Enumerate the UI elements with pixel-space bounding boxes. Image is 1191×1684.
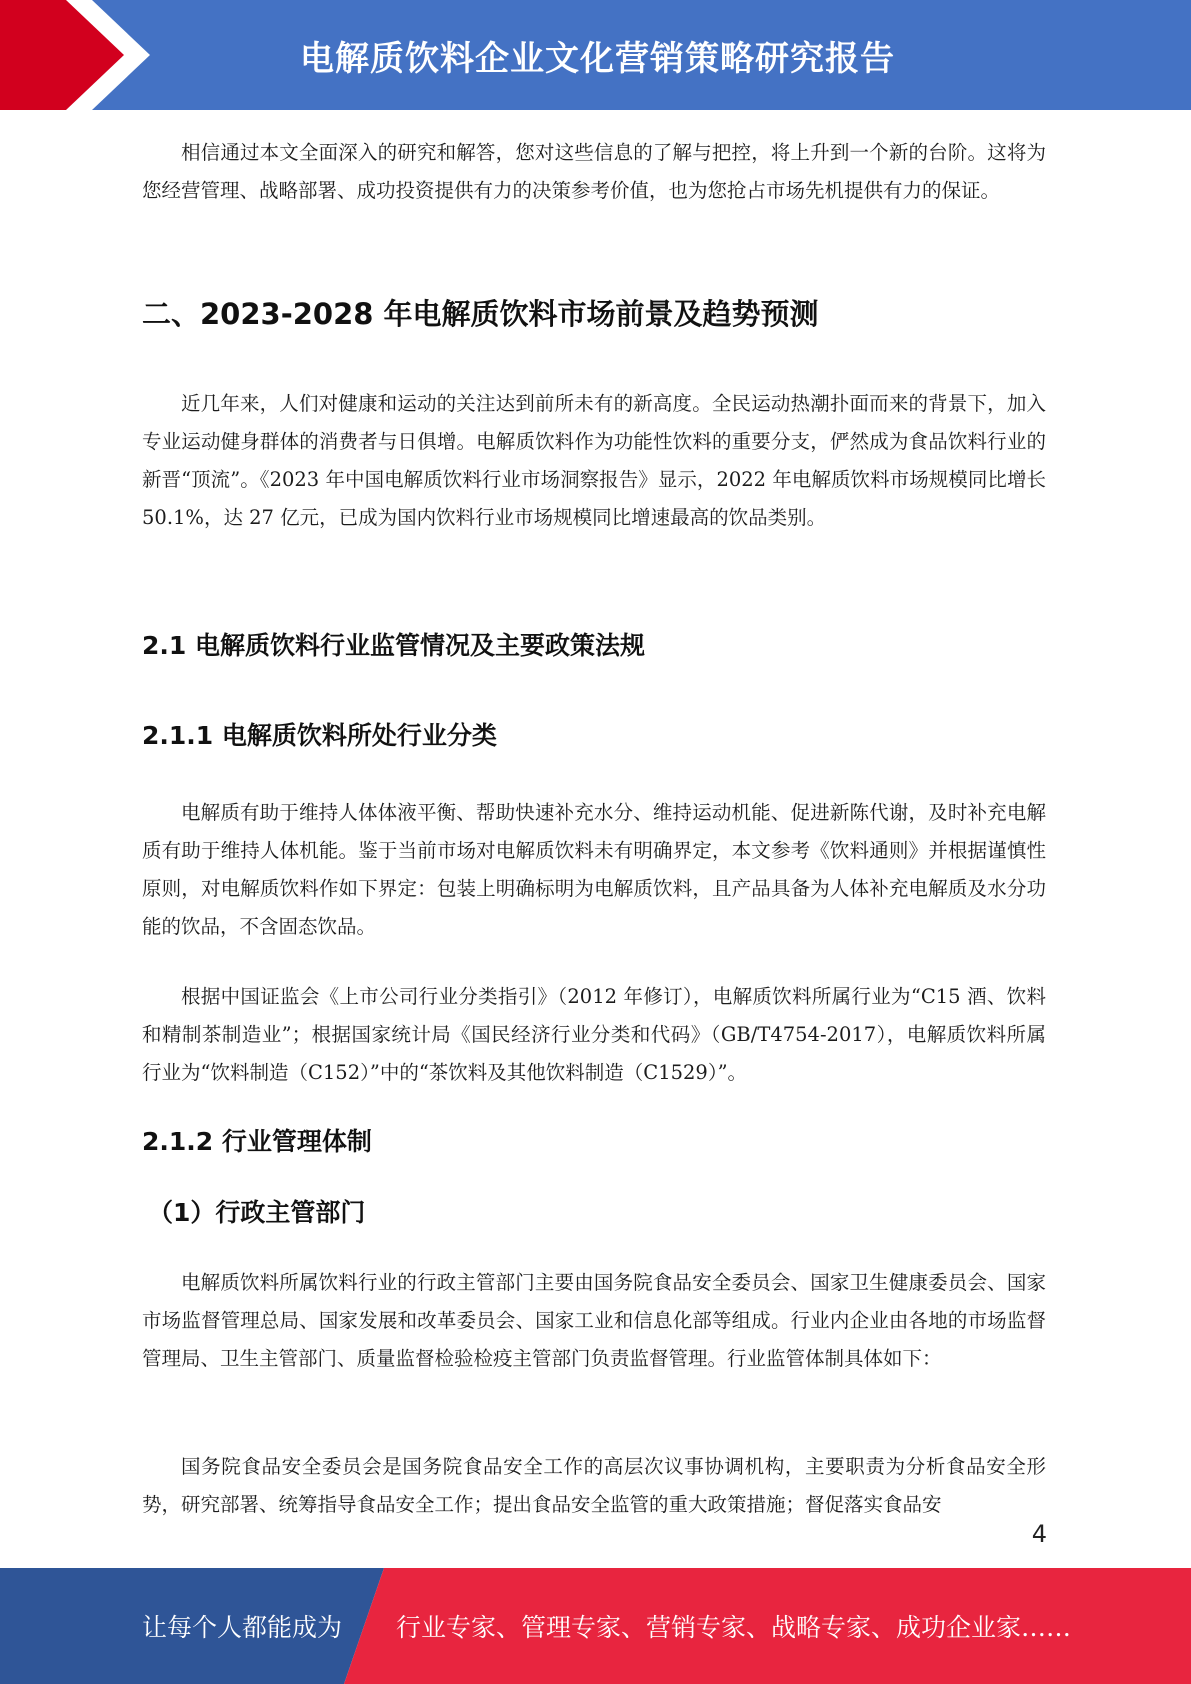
section-2-1-1-heading: 2.1.1 电解质饮料所处行业分类 — [142, 721, 497, 750]
footer-slogan-left: 让每个人都能成为 — [142, 1613, 343, 1642]
section-2-1-2-heading: 2.1.2 行业管理体制 — [142, 1127, 372, 1156]
section-2-1-1-body-1 — [142, 794, 1046, 946]
header-arrow-decoration — [0, 0, 300, 110]
intro-section — [142, 134, 1046, 210]
subsection-1-heading: （1）行政主管部门 — [148, 1198, 366, 1227]
section-2-paragraph: 近几年来，人们对健康和运动的关注达到前所未有的新高度。全民运动热潮扑面而来的背景下，加入专业运动健身群体的消费者与日俱增。电解质饮料作为功能性饮料的重要分支，俨然成为食品饮料行业的新晋“顶流”。《2023 年中国电解质饮料行业市场洞察报告》显示，2022 年电解质饮料市场规模同比增长 50.1%，达 27 亿元，已成为国内饮料行业市场规模同比增速最高的饮品类别。 — [142, 392, 1046, 529]
subsection-1-body-2 — [142, 1448, 1046, 1524]
footer-slogan-right: 行业专家、管理专家、营销专家、战略专家、成功企业家…… — [396, 1613, 1072, 1642]
section-2-1-heading: 2.1 电解质饮料行业监管情况及主要政策法规 — [142, 631, 645, 660]
section-2-body — [142, 385, 1046, 537]
page-footer — [0, 1568, 1191, 1684]
intro-paragraph: 相信通过本文全面深入的研究和解答，您对这些信息的了解与把控，将上升到一个新的台阶。这将为您经营管理、战略部署、成功投资提供有力的决策参考价值，也为您抢占市场先机提供有力的保证。 — [142, 141, 1046, 202]
page-header — [0, 0, 1191, 110]
report-title: 电解质饮料企业文化营销策略研究报告 — [300, 38, 895, 79]
subsection-1-paragraph-1: 电解质饮料所属饮料行业的行政主管部门主要由国务院食品安全委员会、国家卫生健康委员会、国家市场监督管理总局、国家发展和改革委员会、国家工业和信息化部等组成。行业内企业由各地的市场监督管理局、卫生主管部门、质量监督检验检疫主管部门负责监督管理。行业监管体制具体如下： — [142, 1271, 1046, 1370]
subsection-1-body-1 — [142, 1264, 1046, 1378]
page-number: 4 — [1031, 1520, 1047, 1548]
subsection-1-paragraph-2: 国务院食品安全委员会是国务院食品安全工作的高层次议事协调机构，主要职责为分析食品安全形势，研究部署、统筹指导食品安全工作；提出食品安全监管的重大政策措施；督促落实食品安 — [142, 1455, 1046, 1516]
section-2-1-1-paragraph-1: 电解质有助于维持人体体液平衡、帮助快速补充水分、维持运动机能、促进新陈代谢，及时补充电解质有助于维持人体机能。鉴于当前市场对电解质饮料未有明确界定，本文参考《饮料通则》并根据谨慎性原则，对电解质饮料作如下界定：包装上明确标明为电解质饮料，且产品具备为人体补充电解质及水分功能的饮品，不含固态饮品。 — [142, 801, 1046, 938]
section-2-heading: 二、2023-2028 年电解质饮料市场前景及趋势预测 — [142, 297, 819, 331]
section-2-1-1-body-2 — [142, 978, 1046, 1092]
section-2-1-1-paragraph-2: 根据中国证监会《上市公司行业分类指引》（2012 年修订），电解质饮料所属行业为“C15 酒、饮料和精制茶制造业”；根据国家统计局《国民经济行业分类和代码》（GB/T4754-2017），电解质饮料所属行业为“饮料制造（C152）”中的“茶饮料及其他饮料制造（C1529）”。 — [142, 985, 1046, 1084]
